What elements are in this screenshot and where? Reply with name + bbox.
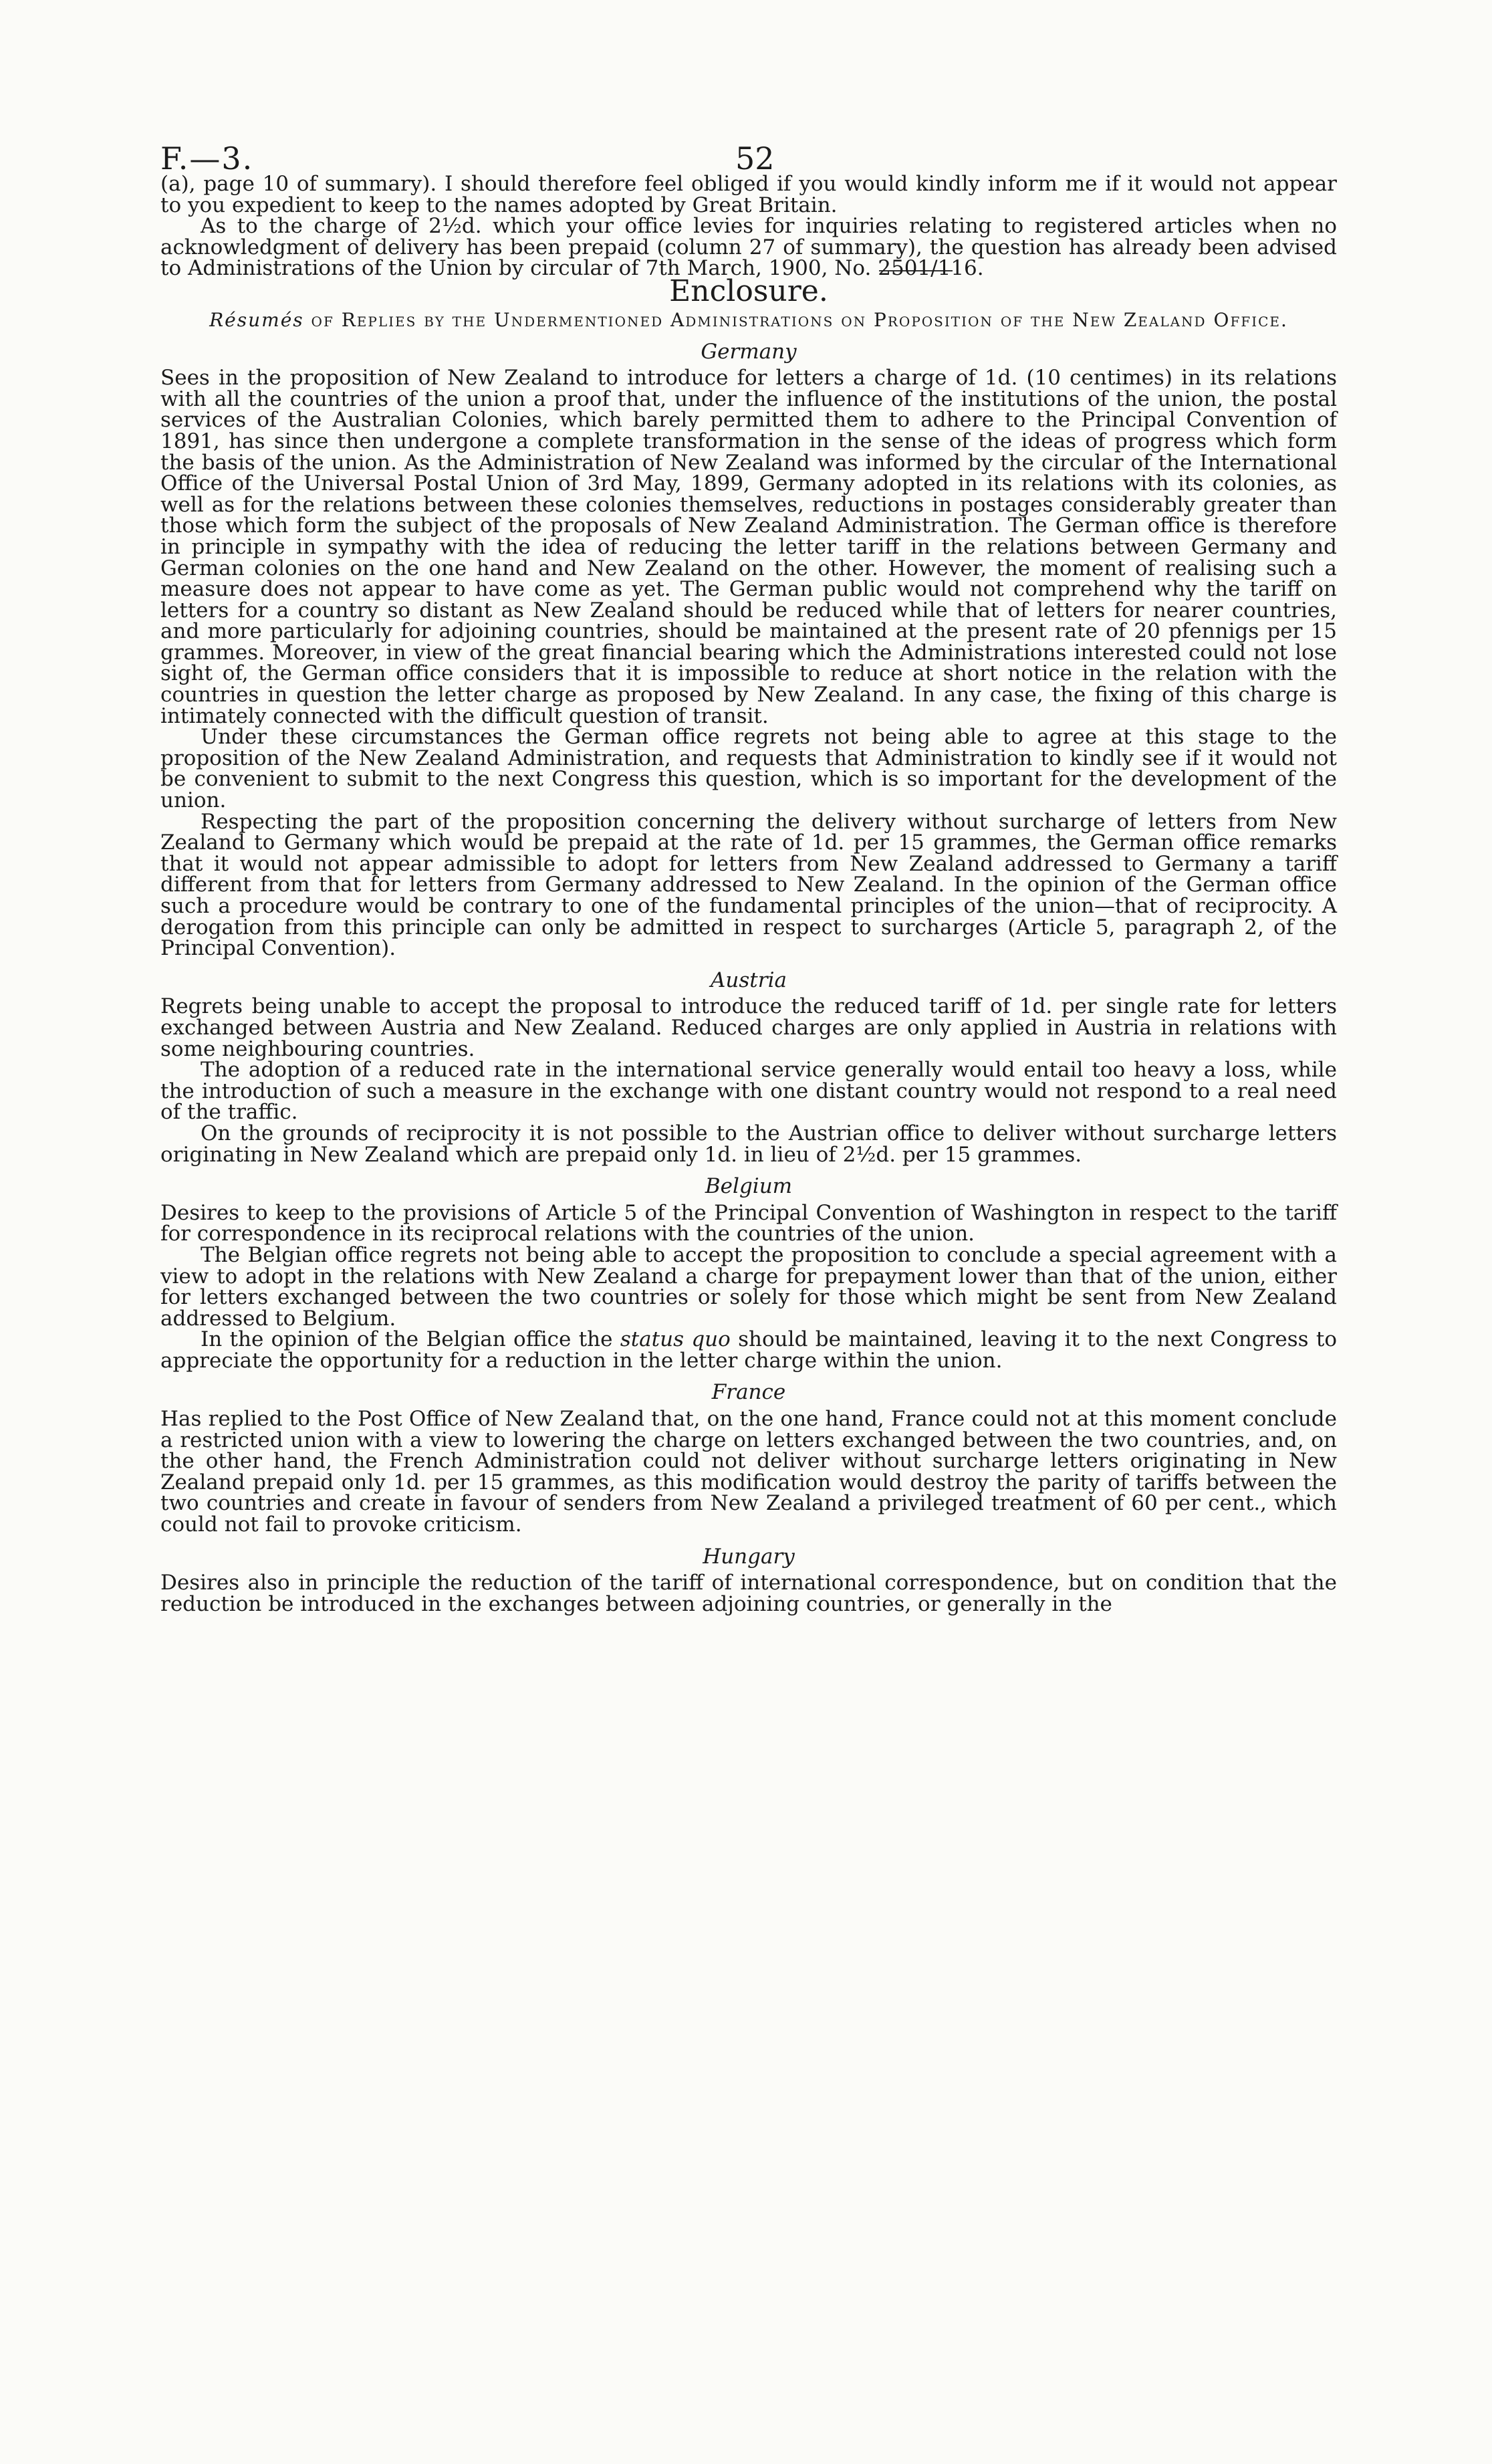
hungary-paragraph-1: Desires also in principle the reduction of the tariff of international correspondence, but on condition that the reduction be introduced in the exchanges between adjoining countries, or generally in the (160, 1571, 1337, 1616)
page-number: 52 (735, 140, 775, 177)
resumes-word: Résumés (209, 308, 304, 331)
austria-paragraph-2: The adoption of a reduced rate in the international service generally would entail too heavy a loss, while the introduction of such a measure in the exchange with one distant country would not respond to a real need of the traffic. (160, 1058, 1337, 1125)
section-heading-austria: Austria (711, 968, 787, 992)
section-heading-germany: Germany (701, 339, 797, 364)
austria-paragraph-1: Regrets being unable to accept the proposal to introduce the reduced tariff of 1d. per single rate for letters exchanged between Austria and New Zealand. Reduced charges are only applied in Austria in relations with some neighbouring countries. (160, 994, 1337, 1061)
belgium-paragraph-2: The Belgian office regrets not being able to accept the proposition to conclude a special agreement with a view to adopt in the relations with New Zealand a charge for prepayment lower than that of the union, either for letters exchanged between the two countries or solely for those which might be sent from New Zealand addressed to Belgium. (160, 1242, 1337, 1331)
document-code: F.—3. (160, 140, 254, 177)
intro-paragraph-2: As to the charge of 2½d. which your office levies for inquiries relating to registered articles when no acknowledgment of delivery has been prepaid (column 27 of summary), the question has already been advised to Administrations of the Union by circular of 7th March, 1900, No. 2501/116. (160, 214, 1337, 281)
intro-paragraph-1: (a), page 10 of summary). I should therefore feel obliged if you would kindly inform me if it would not appear to you expedient to keep to the names adopted by Great Britain. (160, 172, 1337, 217)
germany-paragraph-2: Under these circumstances the German office regrets not being able to agree at this stage to the proposition of the New Zealand Administration, and requests that Administration to kindly see if it would not be convenient to submit to the next Congress this question, which is so important for the development of the union. (160, 725, 1337, 813)
belgium-paragraph-1: Desires to keep to the provisions of Article 5 of the Principal Convention of Washington in respect to the tariff for correspondence in its reciprocal relations with the countries of the union. (160, 1200, 1337, 1246)
enclosure-subtitle (160, 309, 1337, 331)
enclosure-title: Enclosure. (669, 273, 828, 308)
germany-paragraph-1: Sees in the proposition of New Zealand to introduce for letters a charge of 1d. (10 centimes) in its relations with all the countries of the union a proof that, under the influence of the institutions of the union, the postal services of the Australian Colonies, which barely permitted them to adhere to the Principal Convention of 1891, has since then undergone a complete transformation in the sense of the ideas of progress which form the basis of the union. As the Administration of New Zealand was informed by the circular of the International Office of the Universal Postal Union of 3rd May, 1899, Germany adopted in its relations with its colonies, as well as for the relations between these colonies themselves, reductions in postages considerably greater than those which form the subject of the proposals of New Zealand Administration. The German office is therefore in principle in sympathy with the idea of reducing the letter tariff in the relations between Germany and German colonies on the one hand and New Zealand on the other. However, the moment of realising such a measure does not appear to have come as yet. The German public would not comprehend why the tariff on letters for a country so distant as New Zealand should be reduced while that of letters for nearer countries, and more particularly for adjoining countries, should be maintained at the present rate of 20 pfennigs per 15 grammes. Moreover, in view of the great financial bearing which the Administrations interested could not lose sight of, the German office considers that it is impossible to reduce at short notice in the relation with the countries in question the letter charge as proposed by New Zealand. In any case, the fixing of this charge is intimately connected with the difficult question of transit. (160, 366, 1337, 728)
section-heading-france: France (711, 1380, 786, 1405)
germany-paragraph-3: Respecting the part of the proposition concerning the delivery without surcharge of letters from New Zealand to Germany which would be prepaid at the rate of 1d. per 15 grammes, the German office remarks that it would not appear admissible to adopt for letters from New Zealand addressed to Germany a tariff different from that for letters from Germany addressed to New Zealand. In the opinion of the German office such a procedure would be contrary to one of the fundamental principles of the union—that of reciprocity. A derogation from this principle can only be admitted in respect to surcharges (Article 5, paragraph 2, of the Principal Convention). (160, 809, 1337, 961)
belgium-paragraph-3 (160, 1329, 1337, 1371)
document-page (160, 114, 1337, 1615)
subtitle-rest: of Replies by the Undermentioned Administrations on Proposition of the New Zealand Office. (303, 308, 1288, 331)
belgium-p3-italic: status quo (620, 1327, 731, 1352)
belgium-p3-before: In the opinion of the Belgian office the (201, 1327, 620, 1352)
belgium-p3-after: should be maintained, leaving it to the next Congress to appreciate the opportunity for a reduction in the letter charge within the union. (160, 1327, 1337, 1373)
page-header (160, 114, 1337, 177)
austria-paragraph-3: On the grounds of reciprocity it is not possible to the Austrian office to deliver without surcharge letters originating in New Zealand which are prepaid only 1d. in lieu of 2½d. per 15 grammes. (160, 1121, 1337, 1167)
france-paragraph-1: Has replied to the Post Office of New Zealand that, on the one hand, France could not at this moment conclude a restricted union with a view to lowering the charge on letters exchanged between the two countries, and, on the other hand, the French Administration could not deliver without surcharge letters originating in New Zealand prepaid only 1d. per 15 grammes, as this modification would destroy the parity of tariffs between the two countries and create in favour of senders from New Zealand a privileged treatment of 60 per cent., which could not fail to provoke criticism. (160, 1407, 1337, 1537)
document-body (160, 174, 1337, 1615)
section-heading-hungary: Hungary (703, 1544, 795, 1569)
section-heading-belgium: Belgium (705, 1174, 793, 1199)
